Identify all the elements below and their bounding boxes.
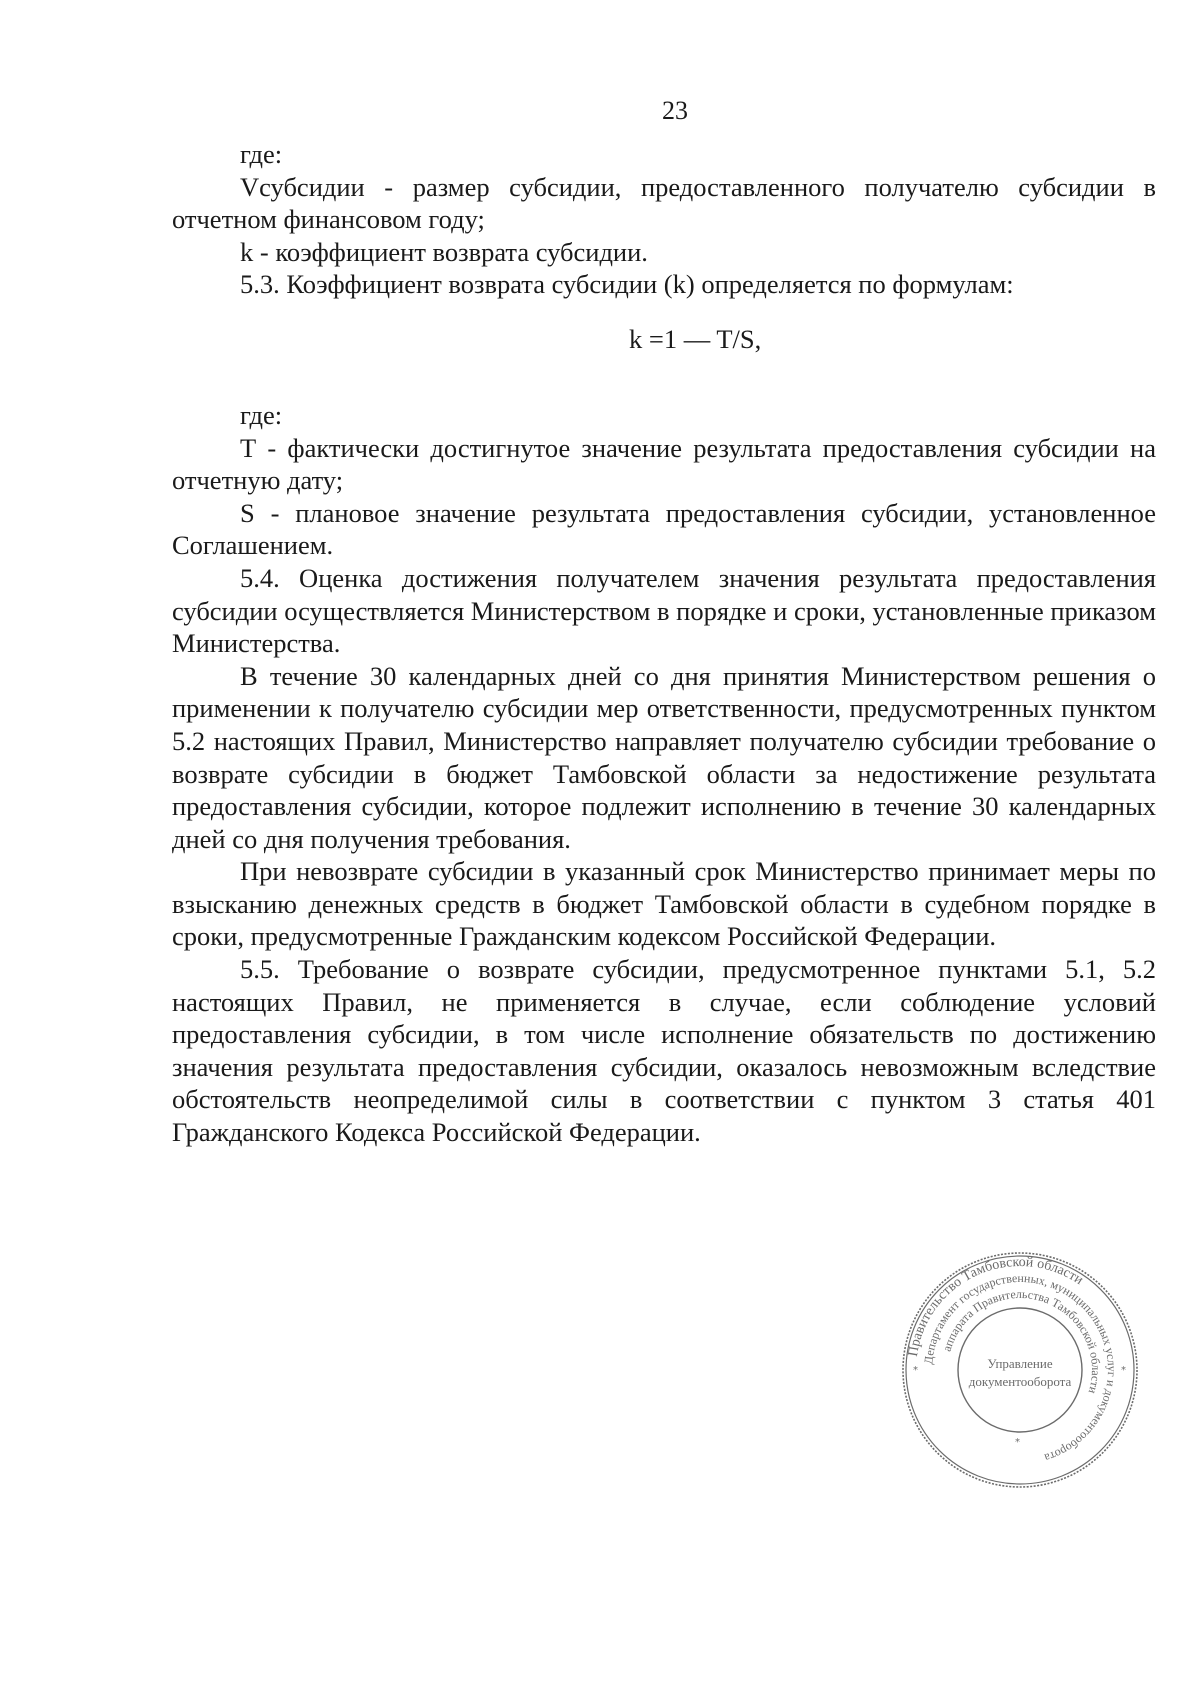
stamp-seal-graphic [900,1250,1140,1490]
stamp-middle-ring-text: Департамент государственных, муниципальных услуг и документооборота [921,1270,1120,1466]
stamp-inner-ring-text: аппарата Правительства Тамбовской области [939,1286,1104,1396]
official-stamp [900,1250,1140,1490]
paragraph-5-5: 5.5. Требование о возврате субсидии, предусмотренное пунктами 5.1, 5.2 настоящих Правил, не применяется в случае, если соблюдение условий предоставления субсидии, в том числе исполнение обязательств по достижению значения результата предоставления субсидии, оказалось невозможным вследствие обстоятельств неопределимой силы в соответствии с пунктом 3 статья 401 Гражданского Кодекса Российской Федерации. [172,954,1156,1148]
paragraph-s-definition: S - плановое значение результата предоставления субсидии, установленное Соглашением. [172,497,1156,561]
stamp-star-icon: * [1121,1365,1126,1376]
stamp-center-line-2: документооборота [968,1374,1072,1389]
paragraph-k-definition: k - коэффициент возврата субсидии. [240,236,648,267]
paragraph-5-4: 5.4. Оценка достижения получателем значения результата предоставления субсидии осуществляется Министерством в порядке и сроки, установленные приказом Министерства. [172,562,1157,659]
document-body [172,138,1156,1149]
page-number: 23 [662,96,688,125]
paragraph-where-2: где: [240,399,283,430]
paragraph-v-definition: Vсубсидии - размер субсидии, предоставленного получателю субсидии в отчетном финансовом году; [172,171,1156,235]
stamp-star-icon: * [913,1365,918,1376]
formula: k =1 — T/S, [629,323,762,354]
paragraph-where-1: где: [240,139,283,169]
paragraph-5-3: 5.3. Коэффициент возврата субсидии (k) определяется по формулам: [240,269,1014,300]
paragraph-nonreturn: При невозврате субсидии в указанный срок Министерство принимает меры по взысканию денежных средств в бюджет Тамбовской области в судебном порядке в сроки, предусмотренные Гражданским кодексом Российской Федерации. [172,856,1156,952]
stamp-star-icon: * [1015,1437,1020,1448]
paragraph-30-days: В течение 30 календарных дней со дня принятия Министерством решения о применении к получателю субсидии мер ответственности, предусмотренных пунктом 5.2 настоящих Правил, Министерство направляет получателю субсидии требование о возврате субсидии в бюджет Тамбовской области за недостижение результата предоставления субсидии, которое подлежит исполнению в течение 30 календарных дней со дня получения требования. [172,660,1156,854]
stamp-outer-ring-text: Правительство Тамбовской области [905,1254,1086,1358]
paragraph-t-definition: Т - фактически достигнутое значение результата предоставления субсидии на отчетную дату; [172,432,1156,496]
stamp-center-line-1: Управление [987,1356,1053,1371]
